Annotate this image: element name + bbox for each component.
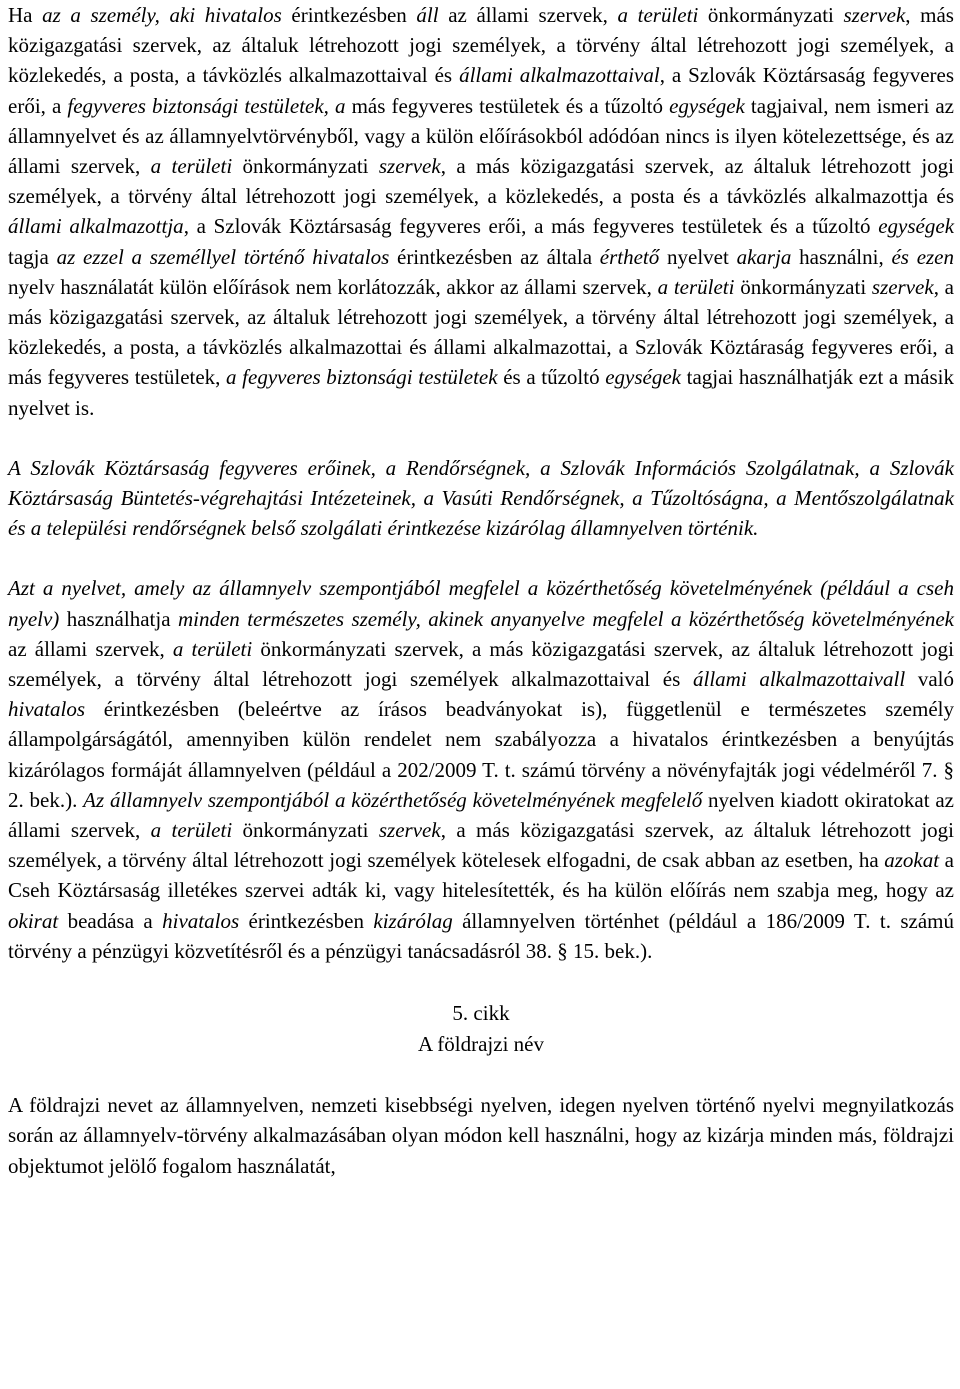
paragraph-spacer [8,543,954,573]
italic-text-segment: hivatalos [8,697,85,722]
paragraph-spacer [8,1060,954,1090]
text-segment: önkormányzati [232,154,379,179]
document-page [8,0,954,1181]
italic-text-segment: az ezzel a személlyel történő hivatalos [56,244,390,269]
text-segment: érintkezésben [281,3,417,27]
italic-text-segment: szervek [871,274,934,299]
italic-text-segment: a területi [150,154,233,179]
italic-text-segment: szervek [378,818,441,843]
text-segment: való [905,667,954,692]
text-segment: használni, [791,244,892,269]
paragraph-1 [8,0,954,423]
italic-text-segment: egységek [878,214,955,239]
text-segment: nyelven kiadott okiratokat az állami szervek, [8,787,954,843]
italic-text-segment: az a személy, aki hivatalos [42,3,282,27]
italic-text-segment: A Szlovák Köztársaság fegyveres erőinek, a Rendőrségnek, a Szlovák Információs Szolgálatnak, a Szlovák Köztársaság Büntetés-végrehajtási Intézeteinek, a Vasúti Rendőrségnek, a Tűzoltóságna, a Mentőszolgálatnak és a települési rendőrségnek belső szolgálati érintkezése kizárólag államnyelven történik. [8,455,954,541]
text-segment: , a Szlovák Köztársaság fegyveres erői, a más fegyveres testületek és a tűzoltó [183,214,879,239]
text-segment: nyelvet [659,244,737,269]
text-segment: , a más közigazgatási szervek, az általuk létrehozott jogi személyek, a törvény által létrehozott jogi személyek, a közlekedés, a posta, a távközlés alkalmazottai és állami alkalmazottai, a Szlovák Köztáraság fegyveres erői, a más fegyveres testületek, [8,274,954,390]
text-segment: tagjai használhatják ezt a másik nyelvet is. [8,365,955,420]
italic-text-segment: állami alkalmazottaivall [692,667,906,692]
italic-text-segment: hivatalos [162,908,240,933]
italic-text-segment: a területi [617,3,699,27]
text-segment: , más közigazgatási szervek, az általuk létrehozott jogi személyek, a törvény által létrehozott jogi személyek, a közlekedés, a posta, a távközlés alkalmazottaival és [8,3,954,88]
italic-text-segment: Az államnyelv szempontjából a közérthetőség követelményének megfelelő [83,787,703,812]
italic-text-segment: egységek [669,93,745,118]
text-segment: tagjaival, nem ismeri az államnyelvet és az államnyelvtörvényből, vagy a külön előírásokból adódóan nincs is ilyen kötelezettsége, és az állami szervek, [8,93,954,179]
italic-text-segment: fegyveres biztonsági testületek, a [67,93,346,118]
text-segment: önkormányzati szervek, a más közigazgatási szervek, az általuk létrehozott jogi személyek, a törvény által létrehozott jogi személyek alkalmazottaival és [8,636,954,692]
text-segment: érintkezésben az általa [389,244,600,269]
text-segment: önkormányzati [232,818,379,843]
text-segment: Ha [8,3,43,27]
italic-text-segment: szervek [378,154,441,179]
text-segment: nyelv használatát külön előírások nem korlátozzák, akkor az állami szervek, [8,274,658,299]
text-segment: érintkezésben (beleértve az írásos beadványokat is), függetlenül e természetes személy állampolgárságától, amennyiben külön rendelet nem szabályozza a hivatalos érintkezésben a benyújtás kizárólagos formáját államnyelven (például a 202/2009 T. t. számú törvény a növényfajták jogi védelméről 7. § 2. bek.). [8,697,954,812]
italic-text-segment: a fegyveres biztonsági testületek [226,365,498,390]
paragraph-final: A földrajzi nevet az államnyelven, nemzeti kisebbségi nyelven, idegen nyelven történő nyelvi megnyilatkozás során az államnyelv-törvény alkalmazásában olyan módon kell használni, hogy az kizárja minden más, földrajzi objektumot jelölő fogalom használatát, [8,1093,954,1178]
paragraph-2 [8,453,954,544]
italic-text-segment: a területi [150,818,233,843]
text-segment: államnyelven történhet (például a 186/2009 T. t. számú törvény a pénzügyi közvetítésről és a pénzügyi tanácsadásról 38. § 15. bek.). [8,908,954,963]
italic-text-segment: érthető [599,244,660,269]
paragraph-spacer [8,966,954,996]
italic-text-segment: állami alkalmazottja [8,214,184,239]
paragraph-3 [8,573,954,966]
text-segment: az állami szervek, [438,3,618,27]
section-title: A földrajzi név [418,1032,544,1057]
italic-text-segment: akarja [736,244,792,269]
italic-text-segment: okirat [8,908,59,933]
text-segment: az állami szervek, [8,636,173,661]
section-heading [8,996,954,1060]
text-segment: használhatja [59,606,178,631]
italic-text-segment: a területi [657,274,735,299]
italic-text-segment: minden természetes személy, akinek anyanyelve megfelel a közérthetőség követelményének [177,606,954,631]
text-segment: beadása a [58,908,163,933]
text-segment: más fegyveres testületek és a tűzoltó [345,93,670,118]
text-segment: , a más közigazgatási szervek, az általuk létrehozott jogi személyek, a törvény által létrehozott jogi személyek kötelesek elfogadni, de csak abban az esetben, ha [8,818,955,873]
italic-text-segment: állami alkalmazottaival [459,63,660,88]
paragraph-spacer [8,423,954,453]
italic-text-segment: Azt a nyelvet, amely az államnyelv szempontjából megfelel a közérthetőség követelményének (például a cseh nyelv) [8,576,954,631]
italic-text-segment: szervek [843,3,906,27]
italic-text-segment: áll [416,3,439,27]
text-segment: önkormányzati [734,274,872,299]
italic-text-segment: kizárólag [373,908,453,933]
italic-text-segment: azokat [884,848,940,873]
text-segment: , a Szlovák Köztársaság fegyveres erői, a [8,63,955,118]
text-segment: tagja [8,244,57,269]
text-segment: , a más közigazgatási szervek, az általuk létrehozott jogi személyek, a törvény által létrehozott jogi személyek, a közlekedés, a posta és a távközlés alkalmazottja és [8,154,955,209]
italic-text-segment: és ezen [891,244,955,269]
text-segment: érintkezésben [239,908,374,933]
section-number: 5. cikk [452,1001,510,1026]
italic-text-segment: egységek [605,365,681,390]
text-segment: és a tűzoltó [497,365,606,390]
text-segment: önkormányzati [698,3,844,27]
text-segment: a Cseh Köztársaság illetékes szervei adták ki, vagy hitelesítették, és ha külön előírás nem szabja meg, hogy az [8,848,954,903]
italic-text-segment: a területi [172,636,253,661]
